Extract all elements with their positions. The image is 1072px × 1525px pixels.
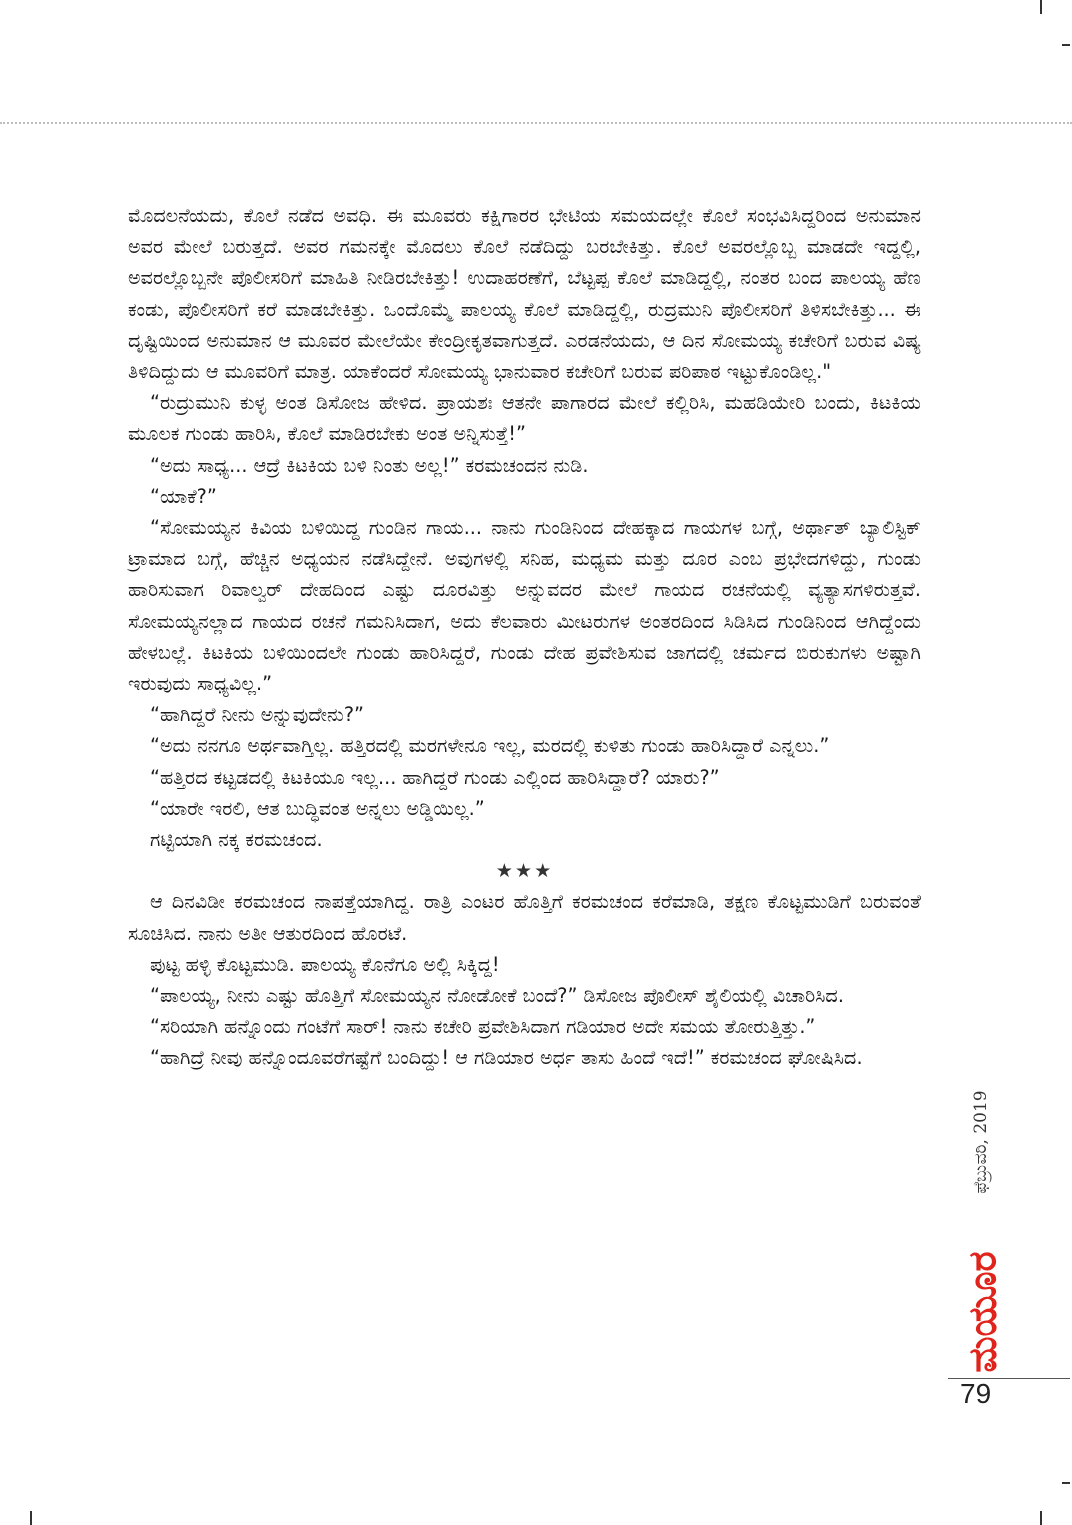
paragraph: ಗಟ್ಟಿಯಾಗಿ ನಕ್ಕ ಕರಮಚಂದ. xyxy=(150,828,323,852)
paragraph: “ಹಾಗಿದ್ದರೆ ನೀನು ಅನ್ನುವುದೇನು?” xyxy=(150,703,364,727)
crop-mark-right-bottom xyxy=(1062,1482,1070,1484)
paragraph: “ಯಾಕೆ?” xyxy=(150,484,217,508)
paragraph: “ಹತ್ತಿರದ ಕಟ್ಟಡದಲ್ಲಿ ಕಿಟಕಿಯೂ ಇಲ್ಲ... ಹಾಗಿದ್ದರೆ ಗುಂಡು ಎಲ್ಲಿಂದ ಹಾರಿಸಿದ್ದಾರೆ? ಯಾರು?” xyxy=(150,765,720,789)
paragraph: “ಪಾಲಯ್ಯ, ನೀನು ಎಷ್ಟು ಹೊತ್ತಿಗೆ ಸೋಮಯ್ಯನ ನೋಡೋಕೆ ಬಂದೆ?” ಡಿಸೋಜ ಪೊಲೀಸ್ ಶೈಲಿಯಲ್ಲಿ ವಿಚಾರಿಸಿದ. xyxy=(150,984,844,1008)
crop-mark-bottom-right xyxy=(1040,1511,1042,1525)
dotted-divider xyxy=(0,122,1072,124)
paragraph: “ಯಾರೇ ಇರಲಿ, ಆತ ಬುದ್ಧಿವಂತ ಅನ್ನಲು ಅಡ್ಡಿಯಿಲ್ಲ.” xyxy=(150,796,485,820)
paragraph: “ಹಾಗಿದ್ರೆ ನೀವು ಹನ್ನೊಂದೂವರೆಗಷ್ಟೆಗೆ ಬಂದಿದ್ದು! ಆ ಗಡಿಯಾರ ಅರ್ಧ ತಾಸು ಹಿಂದೆ ಇದೆ!” ಕರಮಚಂದ ಘೋಷಿಸಿದ. xyxy=(150,1046,863,1070)
section-break-stars: ★★★ xyxy=(495,859,554,883)
paragraph: “ಸರಿಯಾಗಿ ಹನ್ನೊಂದು ಗಂಟೆಗೆ ಸಾರ್! ನಾನು ಕಚೇರಿ ಪ್ರವೇಶಿಸಿದಾಗ ಗಡಿಯಾರ ಅದೇ ಸಮಯ ತೋರುತ್ತಿತ್ತು.” xyxy=(150,1015,816,1039)
paragraph: “ಅದು ಸಾಧ್ಯ... ಆದ್ರೆ ಕಿಟಕಿಯ ಬಳಿ ನಿಂತು ಅಲ್ಲ!” ಕರಮಚಂದನ ನುಡಿ. xyxy=(150,453,589,477)
crop-mark-top-right xyxy=(1040,0,1042,14)
crop-mark-right-top xyxy=(1062,44,1070,46)
paragraph: ಮೊದಲನೆಯದು, ಕೊಲೆ ನಡೆದ ಅವಧಿ. ಈ ಮೂವರು ಕಕ್ಷಿಗಾರರ ಭೇಟಿಯ ಸಮಯದಲ್ಲೇ ಕೊಲೆ ಸಂಭವಿಸಿದ್ದರಿಂದ ಅನುಮಾನ ಅವರ ಮೇಲೆ ಬರುತ್ತದೆ. ಅವರ ಗಮನಕ್ಕೇ ಮೊದಲು ಕೊಲೆ ನಡೆದಿದ್ದು ಬರಬೇಕಿತ್ತು. ಕೊಲೆ ಅವರಲ್ಲೊಬ್ಬ ಮಾಡದೇ ಇದ್ದಲ್ಲಿ, ಅವರಲ್ಲೊಬ್ಬನೇ ಪೊಲೀಸರಿಗೆ ಮಾಹಿತಿ ನೀಡಿರಬೇಕಿತ್ತು! ಉದಾಹರಣೆಗೆ, ಬೆಟ್ಟಪ್ಪ ಕೊಲೆ ಮಾಡಿದ್ದಲ್ಲಿ, ನಂತರ ಬಂದ ಪಾಲಯ್ಯ ಹೆಣ ಕಂಡು, ಪೊಲೀಸರಿಗೆ ಕರೆ ಮಾಡಬೇಕಿತ್ತು. ಒಂದೊಮ್ಮೆ ಪಾಲಯ್ಯ ಕೊಲೆ ಮಾಡಿದ್ದಲ್ಲಿ, ರುದ್ರಮುನಿ ಪೊಲೀಸರಿಗೆ ತಿಳಿಸಬೇಕಿತ್ತು... ಈ ದೃಷ್ಟಿಯಿಂದ ಅನುಮಾನ ಆ ಮೂವರ ಮೇಲೆಯೇ ಕೇಂದ್ರೀಕೃತವಾಗುತ್ತದೆ. ಎರಡನೆಯದು, ಆ ದಿನ ಸೋಮಯ್ಯ ಕಚೇರಿಗೆ ಬರುವ ವಿಷ್ಯ ತಿಳಿದಿದ್ದುದು ಆ ಮೂವರಿಗೆ ಮಾತ್ರ. ಯಾಕೆಂದರೆ ಸೋಮಯ್ಯ ಭಾನುವಾರ ಕಚೇರಿಗೆ ಬರುವ ಪರಿಪಾಠ ಇಟ್ಟುಕೊಂಡಿಲ್ಲ." xyxy=(128,204,921,384)
magazine-logo: ಮಯೂರ xyxy=(960,1251,1005,1373)
paragraph: ಆ ದಿನವಿಡೀ ಕರಮಚಂದ ನಾಪತ್ತೆಯಾಗಿದ್ದ. ರಾತ್ರಿ ಎಂಟರ ಹೊತ್ತಿಗೆ ಕರಮಚಂದ ಕರೆಮಾಡಿ, ತಕ್ಷಣ ಕೊಟ್ಟಮುಡಿಗೆ ಬರುವಂತೆ ಸೂಚಿಸಿದ. ನಾನು ಅತೀ ಆತುರದಿಂದ ಹೊರಟೆ. xyxy=(128,890,921,945)
paragraph: “ಸೋಮಯ್ಯನ ಕಿವಿಯ ಬಳಿಯಿದ್ದ ಗುಂಡಿನ ಗಾಯ... ನಾನು ಗುಂಡಿನಿಂದ ದೇಹಕ್ಕಾದ ಗಾಯಗಳ ಬಗ್ಗೆ, ಅರ್ಥಾತ್ ಬ್ಯಾಲಿಸ್ಟಿಕ್ ಟ್ರಾಮಾದ ಬಗ್ಗೆ, ಹೆಚ್ಚಿನ ಅಧ್ಯಯನ ನಡೆಸಿದ್ದೇನೆ. ಅವುಗಳಲ್ಲಿ ಸನಿಹ, ಮಧ್ಯಮ ಮತ್ತು ದೂರ ಎಂಬ ಪ್ರಭೇದಗಳಿದ್ದು, ಗುಂಡು ಹಾರಿಸುವಾಗ ರಿವಾಲ್ವರ್ ದೇಹದಿಂದ ಎಷ್ಟು ದೂರವಿತ್ತು ಅನ್ನುವದರ ಮೇಲೆ ಗಾಯದ ರಚನೆಯಲ್ಲಿ ವ್ಯತ್ಯಾಸಗಳಿರುತ್ತವೆ. ಸೋಮಯ್ಯನಲ್ಲಾದ ಗಾಯದ ರಚನೆ ಗಮನಿಸಿದಾಗ, ಅದು ಕೆಲವಾರು ಮೀಟರುಗಳ ಅಂತರದಿಂದ ಸಿಡಿಸಿದ ಗುಂಡಿನಿಂದ ಆಗಿದ್ದೆಂದು ಹೇಳಬಲ್ಲೆ. ಕಿಟಕಿಯ ಬಳಿಯಿಂದಲೇ ಗುಂಡು ಹಾರಿಸಿದ್ದರೆ, ಗುಂಡು ದೇಹ ಪ್ರವೇಶಿಸುವ ಜಾಗದಲ್ಲಿ ಚರ್ಮದ ಬಿರುಕುಗಳು ಅಷ್ಟಾಗಿ ಇರುವುದು ಸಾಧ್ಯವಿಲ್ಲ.” xyxy=(128,516,921,696)
crop-mark-bottom-left xyxy=(30,1511,32,1525)
issue-date: ಫೆಬ್ರುವರಿ, 2019 xyxy=(971,1090,991,1194)
paragraph: “ಅದು ನನಗೂ ಅರ್ಥವಾಗ್ತಿಲ್ಲ. ಹತ್ತಿರದಲ್ಲಿ ಮರಗಳೇನೂ ಇಲ್ಲ, ಮರದಲ್ಲಿ ಕುಳಿತು ಗುಂಡು ಹಾರಿಸಿದ್ದಾರೆ ಎನ್ನಲು.” xyxy=(150,734,830,758)
article-body xyxy=(128,200,921,1074)
paragraph: ಪುಟ್ಟ ಹಳ್ಳಿ ಕೊಟ್ಟಮುಡಿ. ಪಾಲಯ್ಯ ಕೊನೆಗೂ ಅಲ್ಲಿ ಸಿಕ್ಕಿದ್ದ! xyxy=(150,952,500,976)
paragraph: “ರುದ್ರುಮುನಿ ಕುಳ್ಳ ಅಂತ ಡಿಸೋಜ ಹೇಳಿದ. ಪ್ರಾಯಶಃ ಆತನೇ ಪಾಗಾರದ ಮೇಲೆ ಕಲ್ಲಿರಿಸಿ, ಮಹಡಿಯೇರಿ ಬಂದು, ಕಿಟಕಿಯ ಮೂಲಕ ಗುಂಡು ಹಾರಿಸಿ, ಕೊಲೆ ಮಾಡಿರಬೇಕು ಅಂತ ಅನ್ನಿಸುತ್ತೆ!” xyxy=(128,391,921,446)
page-number: 79 xyxy=(960,1378,992,1409)
